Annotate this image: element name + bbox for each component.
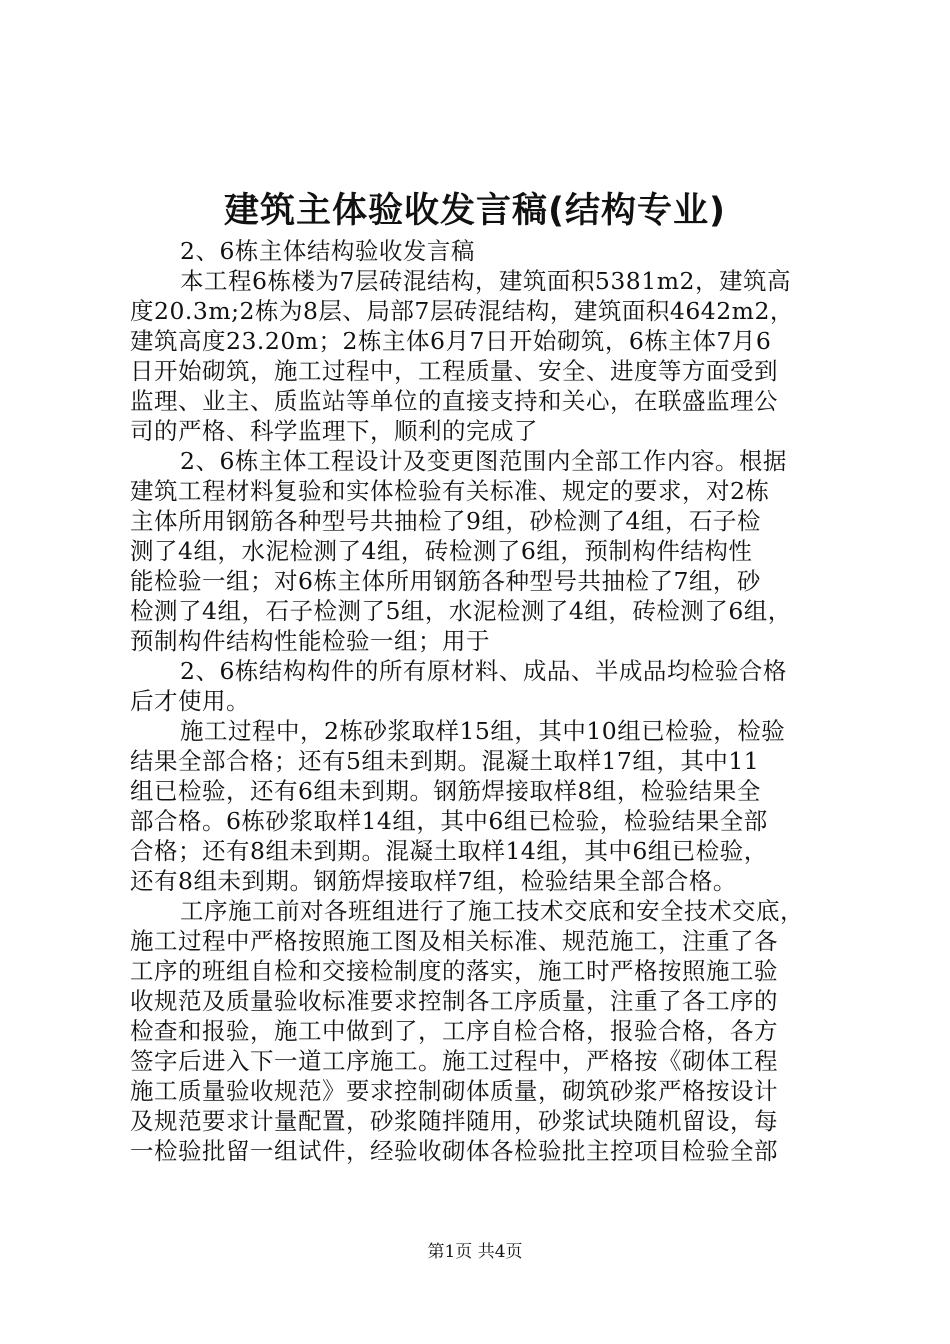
text-line: 主体所用钢筋各种型号共抽检了9组，砂检测了4组，石子检 xyxy=(130,507,761,535)
text-line: 日开始砌筑，施工过程中，工程质量、安全、进度等方面受到 xyxy=(130,357,778,385)
text-line: 预制构件结构性能检验一组；用于 xyxy=(130,627,490,655)
page-footer: 第1页 共4页 xyxy=(427,1242,523,1262)
text-line: 部合格。6栋砂浆取样14组，其中6组已检验，检验结果全部 xyxy=(130,807,768,835)
text-line: 建筑高度23.20m；2栋主体6月7日开始砌筑，6栋主体7月6 xyxy=(130,327,772,355)
text-line: 签字后进入下一道工序施工。施工过程中，严格按《砌体工程 xyxy=(130,1047,778,1075)
text-line: 工序施工前对各班组进行了施工技术交底和安全技术交底， xyxy=(180,897,804,925)
text-line: 2、6栋结构构件的所有原材料、成品、半成品均检验合格 xyxy=(180,657,787,685)
text-line: 检查和报验，施工中做到了，工序自检合格，报验合格，各方 xyxy=(130,1017,778,1045)
text-line: 能检验一组；对6栋主体所用钢筋各种型号共抽检了7组，砂 xyxy=(130,567,761,595)
text-line: 本工程6栋楼为7层砖混结构，建筑面积5381m2，建筑高 xyxy=(180,267,791,295)
text-line: 建筑工程材料复验和实体检验有关标准、规定的要求，对2栋 xyxy=(130,477,770,505)
text-line: 一检验批留一组试件，经验收砌体各检验批主控项目检验全部 xyxy=(130,1137,778,1165)
text-line: 监理、业主、质监站等单位的直接支持和关心，在联盛监理公 xyxy=(130,387,778,415)
document-body xyxy=(130,236,830,1166)
text-line: 测了4组，水泥检测了4组，砖检测了6组，预制构件结构性 xyxy=(130,537,753,565)
text-line: 后才使用。 xyxy=(130,687,250,715)
text-line: 2、6栋主体结构验收发言稿 xyxy=(180,237,475,265)
text-line: 施工过程中，2栋砂浆取样15组，其中10组已检验，检验 xyxy=(180,717,786,745)
text-line: 组已检验，还有6组未到期。钢筋焊接取样8组，检验结果全 xyxy=(130,777,761,805)
text-line: 结果全部合格；还有5组未到期。混凝土取样17组，其中11 xyxy=(130,747,760,775)
text-line: 合格；还有8组未到期。混凝土取样14组，其中6组已检验， xyxy=(130,837,768,865)
text-line: 施工质量验收规范》要求控制砌体质量，砌筑砂浆严格按设计 xyxy=(130,1077,778,1105)
document-title: 建筑主体验收发言稿(结构专业) xyxy=(224,191,726,231)
text-line: 收规范及质量验收标准要求控制各工序质量，注重了各工序的 xyxy=(130,987,778,1015)
text-line: 2、6栋主体工程设计及变更图范围内全部工作内容。根据 xyxy=(180,447,787,475)
text-line: 度20.3m;2栋为8层、局部7层砖混结构，建筑面积4642m2， xyxy=(130,297,794,325)
text-line: 司的严格、科学监理下，顺利的完成了 xyxy=(130,417,538,445)
text-line: 及规范要求计量配置，砂浆随拌随用，砂浆试块随机留设，每 xyxy=(130,1107,778,1135)
text-line: 工序的班组自检和交接检制度的落实，施工时严格按照施工验 xyxy=(130,957,778,985)
text-line: 还有8组未到期。钢筋焊接取样7组，检验结果全部合格。 xyxy=(130,867,737,895)
text-line: 检测了4组，石子检测了5组，水泥检测了4组，砖检测了6组， xyxy=(130,597,792,625)
text-line: 施工过程中严格按照施工图及相关标准、规范施工，注重了各 xyxy=(130,927,778,955)
